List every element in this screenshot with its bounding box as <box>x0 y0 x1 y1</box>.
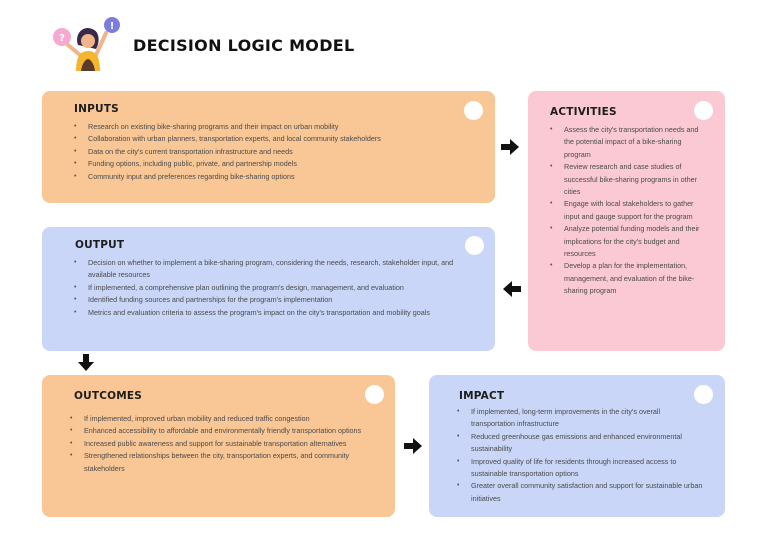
header-illustration <box>50 16 124 72</box>
list-item: • Engage with local stakeholders to gather input and gauge support for the program <box>548 198 708 223</box>
list-item: • Enhanced accessibility to affordable and environmentally friendly transportation options <box>68 425 368 437</box>
list-item: • Review research and case studies of successful bike-sharing programs in other cities <box>548 161 708 198</box>
activities-circle-marker <box>694 101 713 120</box>
list-item: • Increased public awareness and support for sustainable transportation alternatives <box>68 438 368 450</box>
output-list <box>72 257 472 319</box>
output-box <box>42 227 495 351</box>
inputs-box <box>42 91 495 203</box>
inputs-list <box>72 121 472 183</box>
outcomes-box <box>42 375 395 517</box>
arrow-right-icon <box>404 438 422 454</box>
inputs-heading: INPUTS <box>74 103 119 115</box>
output-heading: OUTPUT <box>75 239 125 251</box>
list-item: • Improved quality of life for residents through increased access to sustainable transportation options <box>455 456 705 481</box>
list-item: • Assess the city's transportation needs and the potential impact of a bike-sharing program <box>548 124 708 161</box>
list-item: • Develop a plan for the implementation, management, and evaluation of the bike-sharing program <box>548 260 708 297</box>
list-item: • Research on existing bike-sharing programs and their impact on urban mobility <box>72 121 472 133</box>
list-item: • Identified funding sources and partnerships for the program's implementation <box>72 294 472 306</box>
output-circle-marker <box>465 236 484 255</box>
list-item: • If implemented, improved urban mobility and reduced traffic congestion <box>68 413 368 425</box>
activities-heading: ACTIVITIES <box>550 106 617 118</box>
list-item: • Collaboration with urban planners, transportation experts, and local community stakeholders <box>72 133 472 145</box>
person-with-speech-bubbles-icon <box>50 15 124 73</box>
arrow-left-icon <box>503 281 521 297</box>
list-item: • Community input and preferences regarding bike-sharing options <box>72 171 472 183</box>
list-item: • Analyze potential funding models and their implications for the city's budget and resources <box>548 223 708 260</box>
list-item: • Data on the city's current transportation infrastructure and needs <box>72 146 472 158</box>
list-item: • Reduced greenhouse gas emissions and enhanced environmental sustainability <box>455 431 705 456</box>
list-item: • Funding options, including public, private, and partnership models <box>72 158 472 170</box>
arrow-down-icon <box>78 354 94 371</box>
outcomes-heading: OUTCOMES <box>74 390 143 402</box>
list-item: • Metrics and evaluation criteria to assess the program's impact on the city's transportation and mobility goals <box>72 307 472 319</box>
impact-list <box>455 406 705 505</box>
list-item: • If implemented, a comprehensive plan outlining the program's design, management, and evaluation <box>72 282 472 294</box>
bubble-right-glyph: ! <box>109 21 115 32</box>
outcomes-circle-marker <box>365 385 384 404</box>
impact-heading: IMPACT <box>459 390 505 402</box>
outcomes-list <box>68 413 368 475</box>
bubble-left-glyph: ? <box>59 33 65 44</box>
activities-list <box>548 124 708 298</box>
arrow-right-icon <box>501 139 519 155</box>
list-item: • Strengthened relationships between the city, transportation experts, and community stakeholders <box>68 450 368 475</box>
list-item: • If implemented, long-term improvements in the city's overall transportation infrastructure <box>455 406 705 431</box>
impact-circle-marker <box>694 385 713 404</box>
list-item: • Greater overall community satisfaction and support for sustainable urban initiatives <box>455 480 705 505</box>
page-title: DECISION LOGIC MODEL <box>133 36 355 55</box>
activities-box <box>528 91 725 351</box>
list-item: • Decision on whether to implement a bike-sharing program, considering the needs, research, stakeholder input, and available resources <box>72 257 472 282</box>
impact-box <box>429 375 725 517</box>
inputs-circle-marker <box>464 101 483 120</box>
